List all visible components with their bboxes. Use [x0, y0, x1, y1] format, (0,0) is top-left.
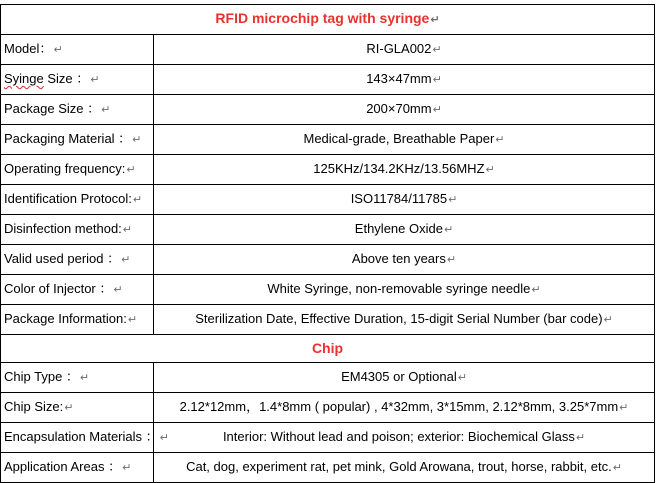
spec-label: Disinfection method:	[4, 221, 122, 236]
paragraph-mark-icon: ↵	[619, 402, 629, 414]
table-row	[1, 65, 655, 95]
spec-label: Application Areas ：	[4, 459, 122, 474]
paragraph-mark-icon: ↵	[132, 134, 142, 146]
spec-label-cell	[1, 305, 154, 335]
table-row	[1, 275, 655, 305]
spec-value: RI-GLA002	[366, 41, 432, 56]
spec-value-cell	[154, 95, 655, 125]
spec-label: Valid used period ：	[4, 251, 121, 266]
spec-value: Sterilization Date, Effective Duration, 15-digit Serial Number (bar code)	[195, 311, 603, 326]
paragraph-mark-icon: ↵	[79, 372, 90, 384]
paragraph-mark-icon: ↵	[448, 194, 458, 206]
spec-value: ISO11784/11785	[350, 191, 448, 206]
spec-value: 143×47mm	[366, 71, 432, 86]
spec-label-cell	[1, 423, 169, 453]
spec-label: Chip Type ：	[4, 369, 79, 384]
title-row	[1, 5, 655, 35]
table-row	[1, 245, 655, 275]
spec-label: Model	[4, 41, 40, 56]
spec-value: Ethylene Oxide	[354, 221, 443, 236]
paragraph-mark-icon: ↵	[101, 104, 111, 116]
spec-label-suffix: ：	[39, 41, 53, 56]
spec-value-cell	[154, 155, 655, 185]
table-row	[1, 35, 655, 65]
chip-section-heading	[1, 335, 655, 363]
paragraph-mark-icon: ↵	[457, 372, 467, 384]
spec-value: 2.12*12mm，1.4*8mm ( popular) , 4*32mm, 3*15mm, 2.12*8mm, 3.25*7mm	[179, 399, 619, 414]
spec-label-cell	[1, 125, 154, 155]
spec-label-cell	[1, 35, 154, 65]
spec-label: Color of Injector ：	[4, 281, 113, 296]
spec-label-cell	[1, 275, 154, 305]
table-row	[1, 95, 655, 125]
paragraph-mark-icon: ↵	[64, 402, 74, 414]
paragraph-mark-icon: ↵	[113, 284, 123, 296]
spec-value-cell	[154, 65, 655, 95]
spec-label: Chip Size:	[4, 399, 64, 414]
table-row	[1, 453, 655, 483]
paragraph-mark-icon: ↵	[603, 314, 613, 326]
spec-value-cell	[154, 245, 655, 275]
spec-value: Cat, dog, experiment rat, pet mink, Gold Arowana, trout, horse, rabbit, etc.	[186, 459, 612, 474]
table-row	[1, 125, 655, 155]
table-row	[1, 423, 655, 453]
spec-value-cell	[154, 453, 655, 483]
spec-label-cell	[1, 363, 154, 393]
paragraph-mark-icon: ↵	[495, 134, 505, 146]
table-row	[1, 305, 655, 335]
spec-label: Operating frequency:	[4, 161, 126, 176]
spec-label: Encapsulation Materials ：	[4, 429, 159, 444]
paragraph-mark-icon: ↵	[90, 74, 100, 86]
spec-label-flagged-word: Syinge	[4, 71, 44, 86]
spec-value: 125KHz/134.2KHz/13.56MHZ	[313, 161, 485, 176]
paragraph-mark-icon: ↵	[446, 254, 457, 266]
spec-label-cell	[1, 95, 154, 125]
table-row	[1, 363, 655, 393]
spec-value-cell	[154, 35, 655, 65]
paragraph-mark-icon: ↵	[159, 432, 169, 444]
spec-value: Interior: Without lead and poison; exterior: Biochemical Glass	[222, 429, 575, 444]
paragraph-mark-icon: ↵	[432, 74, 442, 86]
spec-value-cell	[154, 185, 655, 215]
table-row	[1, 393, 655, 423]
spec-value-cell	[154, 215, 655, 245]
spec-value-cell	[154, 275, 655, 305]
paragraph-mark-icon: ↵	[132, 194, 143, 206]
spec-label-suffix: Size ：	[43, 71, 90, 86]
spec-label-cell	[1, 245, 154, 275]
table-row	[1, 185, 655, 215]
paragraph-mark-icon: ↵	[53, 44, 63, 56]
chip-section-row	[1, 335, 655, 363]
spec-label-cell	[1, 215, 154, 245]
spec-value: EM4305 or Optional	[341, 369, 457, 384]
spec-value-cell	[154, 305, 655, 335]
paragraph-mark-icon: ↵	[485, 164, 495, 176]
paragraph-mark-icon: ↵	[122, 224, 132, 236]
spec-value: Above ten years	[351, 251, 446, 266]
spec-label-cell	[1, 393, 154, 423]
spec-label: Package Size ：	[4, 101, 101, 116]
spec-label: Package Information:	[4, 311, 127, 326]
paragraph-mark-icon: ↵	[122, 462, 132, 474]
spec-label-cell	[1, 155, 154, 185]
chip-section-text: Chip	[311, 340, 344, 356]
spec-value: Medical-grade, Breathable Paper	[303, 131, 495, 146]
paragraph-mark-icon: ↵	[432, 104, 442, 116]
spec-label-cell	[1, 65, 154, 95]
spec-value-cell	[154, 393, 655, 423]
spec-table	[0, 4, 655, 483]
table-title	[1, 5, 655, 35]
spec-value: White Syringe, non-removable syringe needle	[267, 281, 531, 296]
paragraph-mark-icon: ↵	[121, 254, 131, 266]
table-title-text: RFID microchip tag with syringe	[215, 10, 430, 26]
paragraph-mark-icon: ↵	[531, 284, 541, 296]
paragraph-mark-icon: ↵	[612, 462, 622, 474]
paragraph-mark-icon: ↵	[430, 14, 440, 26]
spec-value-cell	[154, 363, 655, 393]
paragraph-mark-icon: ↵	[432, 44, 442, 56]
spec-value-cell	[154, 125, 655, 155]
spec-label-cell	[1, 185, 154, 215]
paragraph-mark-icon: ↵	[127, 314, 138, 326]
spec-value: 200×70mm	[366, 101, 432, 116]
spec-value-cell	[154, 423, 655, 453]
spec-label-cell	[1, 453, 154, 483]
paragraph-mark-icon: ↵	[443, 224, 454, 236]
spec-label: Packaging Material ：	[4, 131, 132, 146]
spec-label: Identification Protocol:	[4, 191, 132, 206]
paragraph-mark-icon: ↵	[126, 164, 136, 176]
table-row	[1, 155, 655, 185]
paragraph-mark-icon: ↵	[575, 432, 586, 444]
table-row	[1, 215, 655, 245]
